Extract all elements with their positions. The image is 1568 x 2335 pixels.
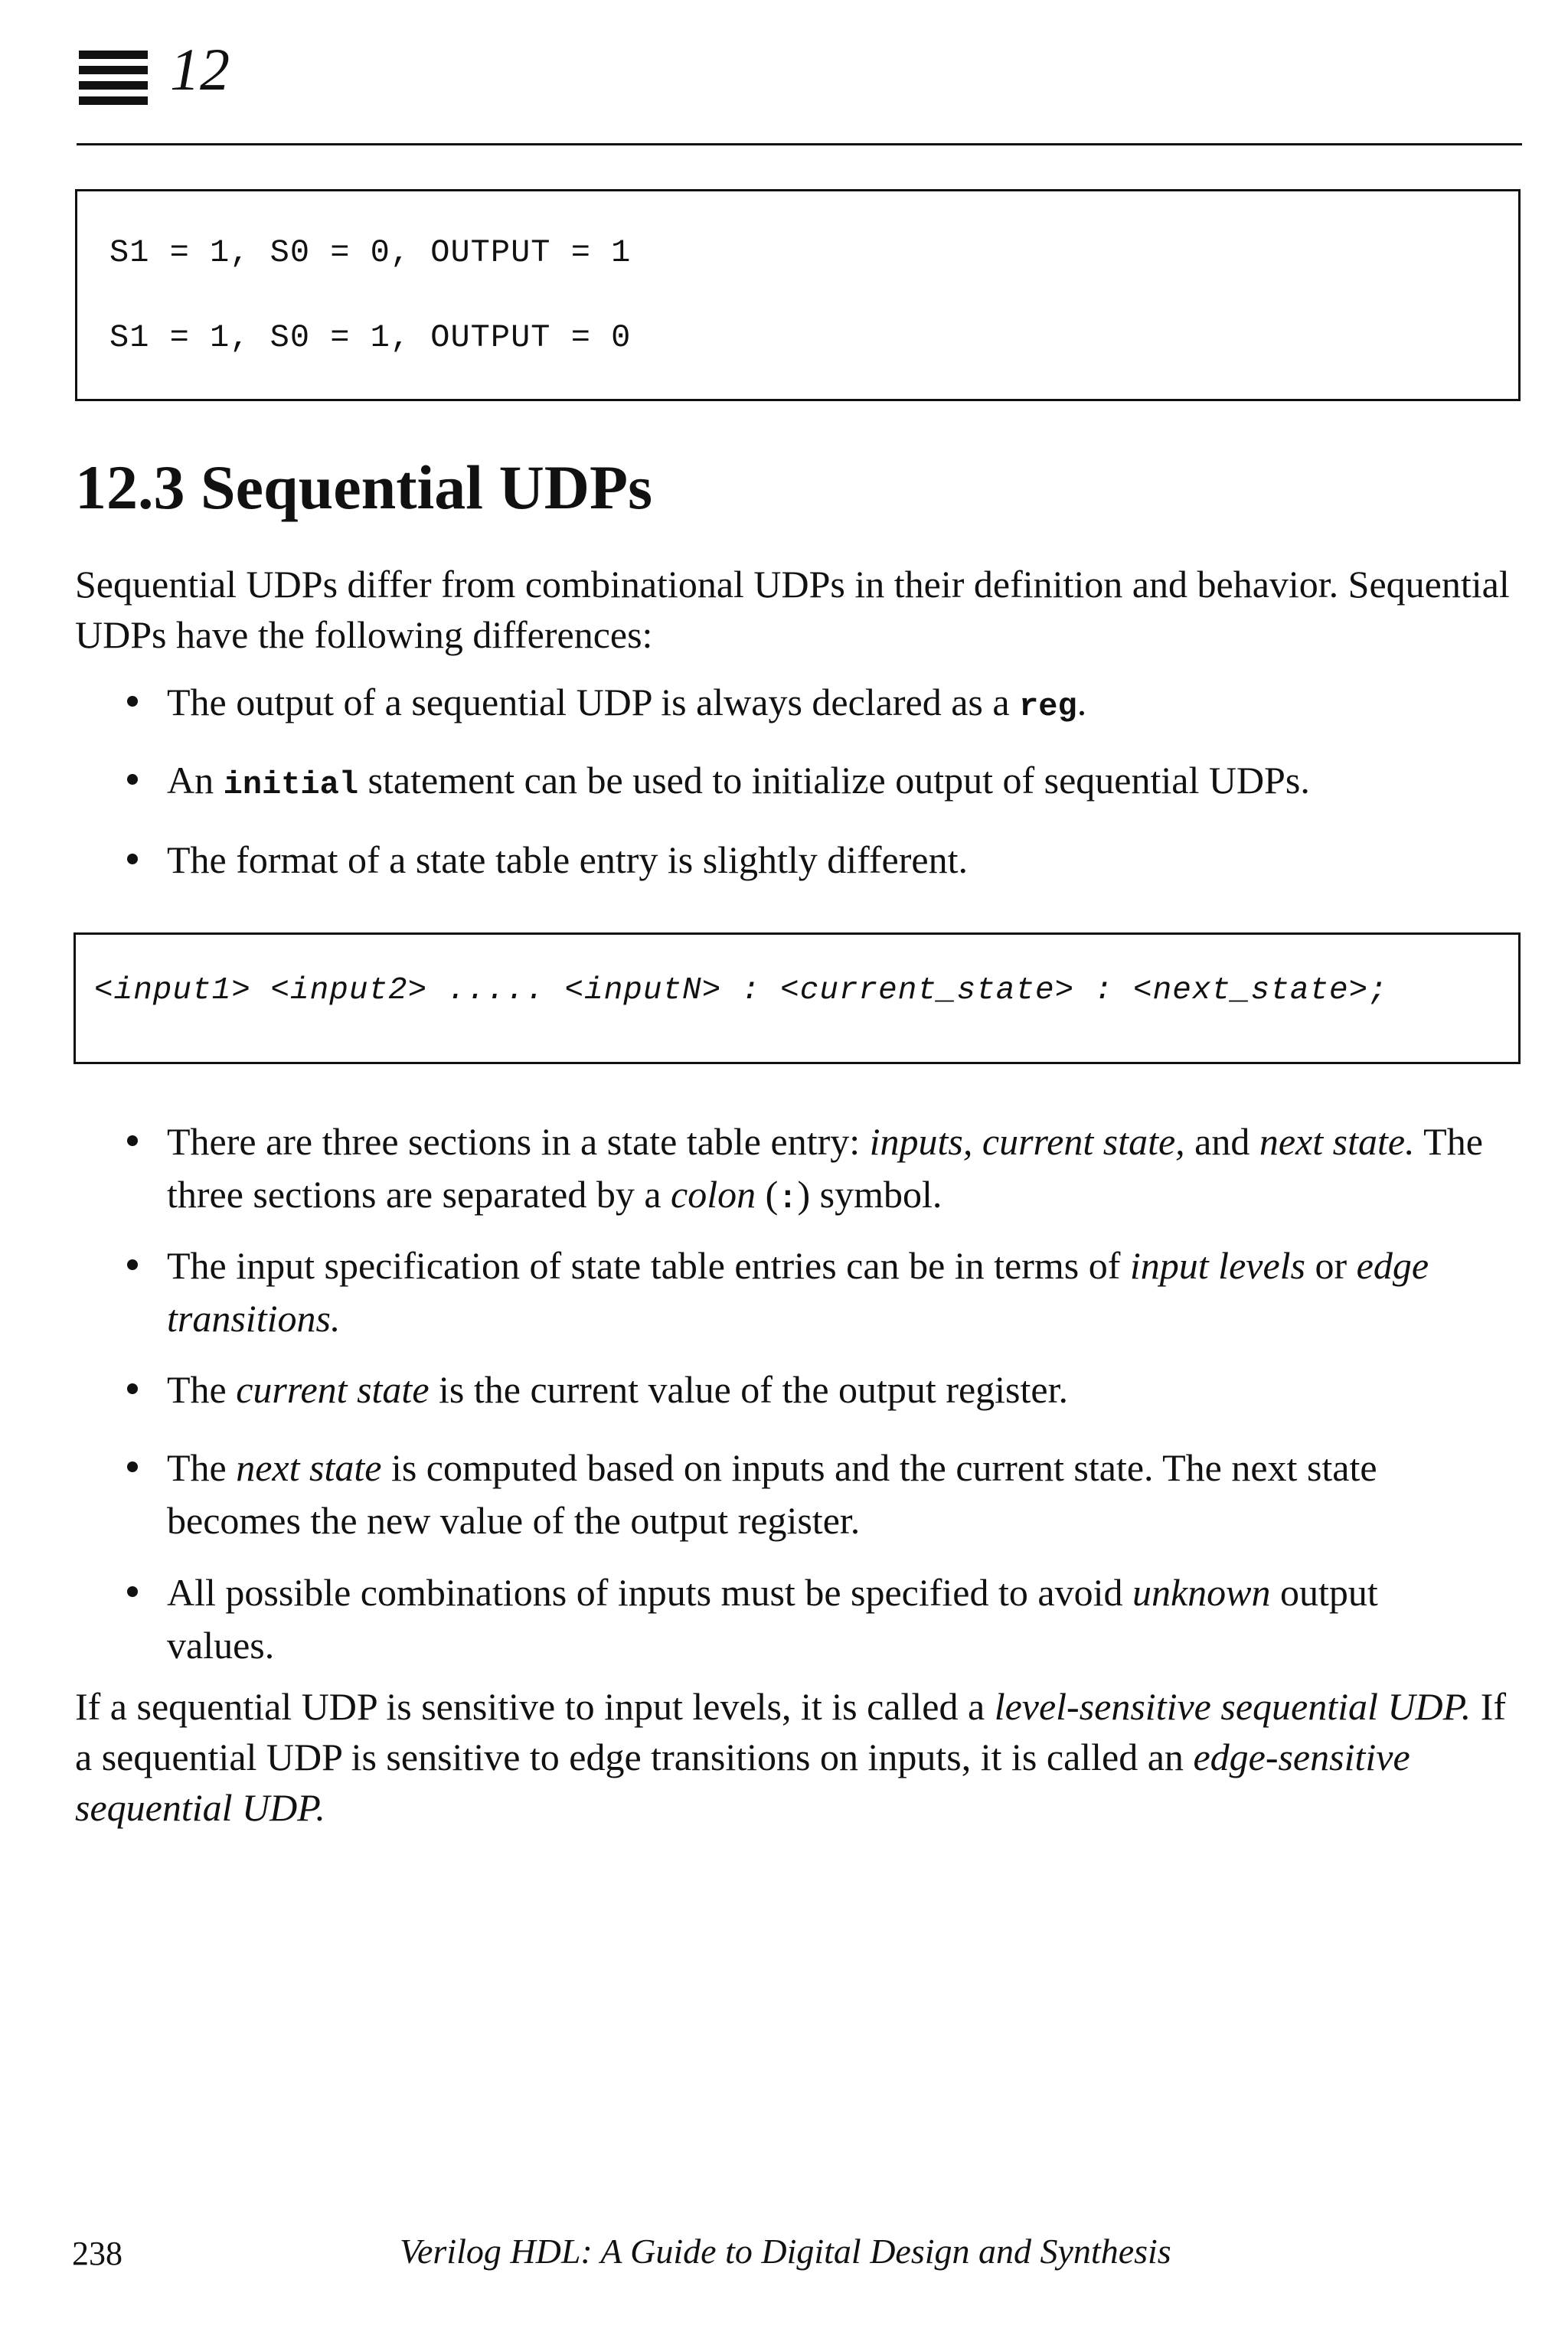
term: input levels bbox=[1129, 1244, 1305, 1287]
bullet-text: ( bbox=[756, 1173, 779, 1216]
bullet-icon bbox=[127, 774, 138, 785]
chapter-number: 12 bbox=[170, 36, 230, 103]
bullet-icon bbox=[127, 1259, 138, 1270]
code-box-truth-values bbox=[75, 189, 1521, 401]
code-line: S1 = 1, S0 = 0, OUTPUT = 1 bbox=[109, 234, 632, 271]
paragraph-text: If a sequential UDP is sensitive to edge transitions on inputs, it is called an bbox=[75, 1685, 1507, 1778]
term: current state bbox=[236, 1368, 430, 1411]
term: unknown bbox=[1132, 1571, 1271, 1614]
keyword: : bbox=[778, 1181, 798, 1217]
term: inputs, current state, bbox=[869, 1120, 1185, 1163]
code-line: S1 = 1, S0 = 1, OUTPUT = 0 bbox=[109, 319, 632, 356]
bullet-text: is the current value of the output register. bbox=[429, 1368, 1068, 1411]
term: next state bbox=[236, 1446, 382, 1489]
bullet-text: An bbox=[167, 759, 224, 802]
bullet-text: The format of a state table entry is slightly different. bbox=[167, 838, 968, 881]
term: next state. bbox=[1259, 1120, 1415, 1163]
code-box-state-table-format bbox=[74, 932, 1521, 1064]
bullet-icon bbox=[127, 1586, 138, 1597]
bullet-text: The output of a sequential UDP is always declared as a bbox=[167, 681, 1020, 723]
chapter-marker-icon bbox=[79, 51, 148, 112]
book-title: Verilog HDL: A Guide to Digital Design and Synthesis bbox=[400, 2232, 1171, 2271]
bullet-text: All possible combinations of inputs must be specified to avoid bbox=[167, 1571, 1132, 1614]
header-rule bbox=[77, 143, 1522, 145]
bullet-text: There are three sections in a state table entry: bbox=[167, 1120, 870, 1163]
bullet-icon bbox=[127, 1135, 138, 1146]
bullet-text: statement can be used to initialize output of sequential UDPs. bbox=[358, 759, 1310, 802]
term: edge-sensitive sequential UDP. bbox=[75, 1736, 1410, 1829]
list-item bbox=[116, 1115, 1494, 1226]
bullet-icon bbox=[127, 854, 138, 864]
term: edge transitions. bbox=[167, 1244, 1429, 1340]
closing-paragraph bbox=[75, 1681, 1522, 1833]
bullet-text: The input specification of state table entries can be in terms of bbox=[167, 1244, 1130, 1287]
bullet-text: output values. bbox=[167, 1571, 1378, 1667]
bullet-text: The bbox=[167, 1368, 237, 1411]
list-item bbox=[116, 1363, 1494, 1416]
bullet-text: . bbox=[1076, 681, 1087, 723]
bullet-text: The three sections are separated by a bbox=[167, 1120, 1483, 1216]
bullet-icon bbox=[127, 1461, 138, 1472]
keyword: initial bbox=[223, 766, 359, 803]
keyword: reg bbox=[1019, 688, 1077, 725]
bullet-icon bbox=[127, 1383, 138, 1394]
paragraph-text: If a sequential UDP is sensitive to input levels, it is called a bbox=[75, 1685, 995, 1728]
term: colon bbox=[671, 1173, 756, 1216]
bullet-text: is computed based on inputs and the current state. The next state becomes the new value of the output register. bbox=[167, 1446, 1377, 1542]
code-line: <input1> <input2> ..... <inputN> : <current_state> : <next_state>; bbox=[94, 973, 1388, 1008]
bullet-icon bbox=[127, 696, 138, 707]
page-number: 238 bbox=[72, 2235, 122, 2272]
intro-paragraph: Sequential UDPs differ from combinational UDPs in their definition and behavior. Sequential UDPs have the following differences: bbox=[75, 563, 1510, 656]
list-item bbox=[116, 1566, 1494, 1672]
bullet-text: and bbox=[1184, 1120, 1259, 1163]
list-item bbox=[116, 1239, 1494, 1345]
bullet-text: The bbox=[167, 1446, 237, 1489]
list-item bbox=[116, 676, 1494, 733]
section-heading: 12.3 Sequential UDPs bbox=[75, 452, 653, 522]
list-item bbox=[116, 754, 1494, 812]
list-item bbox=[116, 834, 1494, 887]
list-item bbox=[116, 1442, 1494, 1547]
bullet-text: or bbox=[1305, 1244, 1357, 1287]
bullet-text: ) symbol. bbox=[797, 1173, 942, 1216]
term: level-sensitive sequential UDP. bbox=[994, 1685, 1472, 1728]
